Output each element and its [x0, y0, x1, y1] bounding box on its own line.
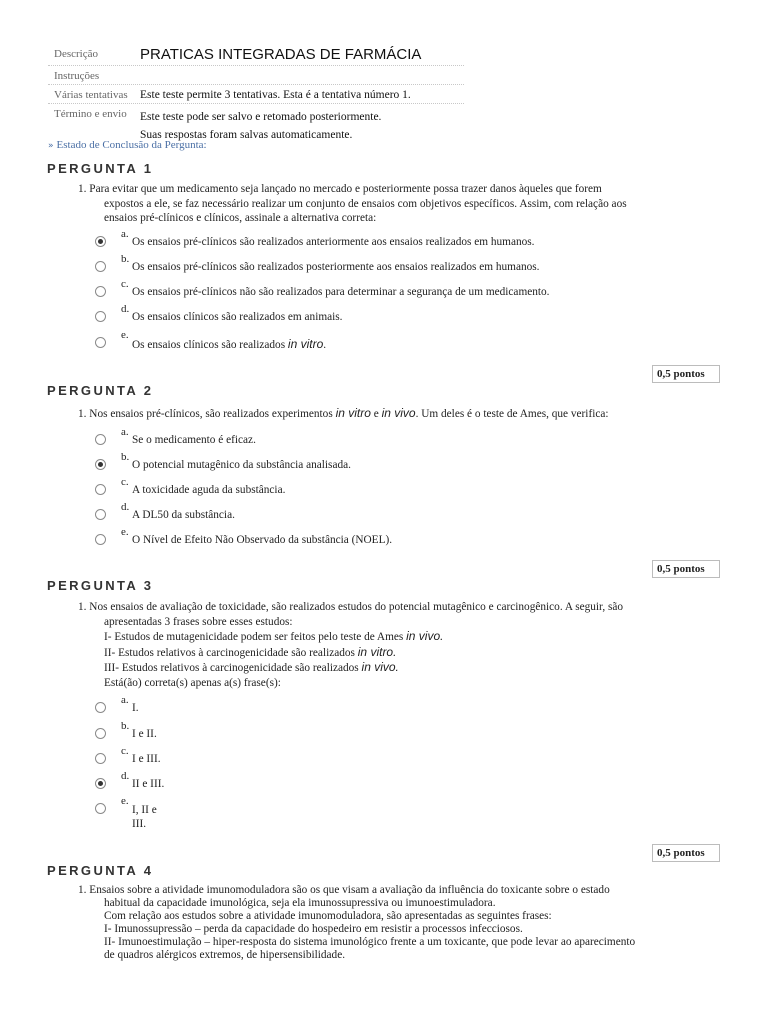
option-text: Os ensaios clínicos são realizados em animais.: [132, 311, 343, 323]
question-4-statement-2: II- Imunoestimulação – hiper-resposta do sistema imunológico frente a um toxicante, que pode levar ao aparecimento: [104, 936, 636, 948]
statement-italic: in vitro.: [357, 644, 397, 659]
option-letter: b.: [121, 451, 130, 463]
instrucoes-label: Instruções: [54, 70, 100, 82]
q2-option-e[interactable]: [95, 526, 715, 550]
option-text-end: .: [323, 339, 327, 351]
option-text: I e II.: [132, 728, 157, 740]
question-2-text-part: e: [370, 408, 382, 420]
test-title: PRATICAS INTEGRADAS DE FARMÁCIA: [140, 46, 422, 63]
q2-option-c[interactable]: [95, 476, 715, 500]
option-letter: a.: [121, 228, 129, 240]
radio-unselected[interactable]: [95, 311, 106, 322]
question-2-text-part: . Um deles é o teste de Ames, que verifica:: [415, 408, 609, 420]
radio-unselected[interactable]: [95, 286, 106, 297]
option-text: Se o medicamento é eficaz.: [132, 434, 256, 446]
test-info-table: [48, 42, 464, 146]
option-text: I e III.: [132, 753, 161, 765]
info-row-instrucoes: [48, 66, 464, 85]
q3-option-a[interactable]: [95, 694, 715, 718]
question-3-line-1: 1. Nos ensaios de avaliação de toxicidade, são realizados estudos do potencial mutagênico e carcinogênico. A seguir, são: [78, 601, 624, 613]
double-chevron-down-icon: »: [48, 141, 54, 151]
option-letter: c.: [121, 745, 129, 757]
q2-option-a[interactable]: [95, 426, 715, 450]
option-text: A DL50 da substância.: [132, 509, 235, 521]
option-letter: d.: [121, 501, 130, 513]
radio-unselected[interactable]: [95, 702, 106, 713]
option-text: O Nível de Efeito Não Observado da substância (NOEL).: [132, 534, 393, 546]
info-row-tentativas: [48, 85, 464, 104]
option-text: Os ensaios pré-clínicos são realizados posteriormente aos ensaios realizados em humanos.: [132, 261, 540, 273]
statement-text: III- Estudos relativos à carcinogenicidade são realizados: [104, 662, 362, 674]
question-2-text-part: 1. Nos ensaios pré-clínicos, são realizados experimentos: [78, 408, 336, 420]
question-4-line-2: habitual da capacidade imunológica, seja ela imunossupressiva ou imunoestimuladora.: [104, 897, 496, 909]
question-1-points: 0,5 pontos: [652, 365, 720, 383]
radio-unselected[interactable]: [95, 261, 106, 272]
option-letter: d.: [121, 770, 130, 782]
statement-italic: in vivo.: [406, 629, 444, 643]
q1-option-b[interactable]: [95, 253, 715, 277]
option-text-line-1: I, II e: [132, 804, 157, 816]
tentativas-value: Este teste permite 3 tentativas. Esta é a tentativa número 1.: [140, 89, 411, 101]
question-2-points: 0,5 pontos: [652, 560, 720, 578]
question-4-statement-2-cont: de quadros alérgicos extremos, de hipersensibilidade.: [104, 949, 346, 961]
question-status-label: Estado de Conclusão da Pergunta:: [56, 139, 207, 151]
info-row-descricao: [48, 42, 464, 66]
option-text: A toxicidade aguda da substância.: [132, 484, 286, 496]
option-letter: c.: [121, 278, 129, 290]
question-2-heading: PERGUNTA 2: [47, 383, 154, 398]
option-letter: b.: [121, 253, 130, 265]
q1-option-c[interactable]: [95, 278, 715, 302]
option-text-italic: in vitro: [287, 337, 324, 351]
question-4-heading: PERGUNTA 4: [47, 863, 154, 878]
q1-option-d[interactable]: [95, 303, 715, 327]
radio-unselected[interactable]: [95, 753, 106, 764]
statement-text: II- Estudos relativos à carcinogenicidade são realizados: [104, 646, 358, 659]
question-3-text: [78, 600, 718, 690]
q3-option-c[interactable]: [95, 745, 715, 769]
question-2-italic: in vitro: [335, 406, 371, 420]
option-letter: e.: [121, 795, 129, 807]
question-2-text: [78, 406, 718, 422]
option-letter: e.: [121, 526, 129, 538]
option-letter: a.: [121, 694, 129, 706]
question-3-statement-2: [78, 645, 718, 661]
question-status-toggle[interactable]: [48, 139, 207, 151]
radio-unselected[interactable]: [95, 434, 106, 445]
question-3-statement-3: [78, 660, 718, 676]
radio-unselected[interactable]: [95, 509, 106, 520]
statement-italic: in vivo.: [361, 660, 399, 674]
termino-text: Este teste pode ser salvo e retomado posteriormente.: [140, 111, 382, 123]
option-letter: c.: [121, 476, 129, 488]
radio-unselected[interactable]: [95, 728, 106, 739]
question-4-statement-1: I- Imunossupressão – perda da capacidade do hospedeiro em resistir a processos infecciosos.: [104, 923, 523, 935]
question-1-text: [78, 182, 718, 226]
radio-unselected[interactable]: [95, 803, 106, 814]
option-text: O potencial mutagênico da substância analisada.: [132, 459, 351, 471]
q2-option-d[interactable]: [95, 501, 715, 525]
question-1-line-2: expostos a ele, se faz necessário realizar um conjunto de ensaios com objetivos específicos. Assim, com relação aos: [104, 197, 627, 210]
radio-unselected[interactable]: [95, 534, 106, 545]
radio-selected[interactable]: [95, 459, 106, 470]
q2-option-b[interactable]: [95, 451, 715, 475]
option-text: Os ensaios pré-clínicos são realizados anteriormente aos ensaios realizados em humanos.: [132, 236, 535, 248]
question-3-heading: PERGUNTA 3: [47, 578, 154, 593]
statement-text: I- Estudos de mutagenicidade podem ser feitos pelo teste de Ames: [104, 631, 407, 643]
q3-option-b[interactable]: [95, 720, 715, 744]
option-text: [132, 803, 157, 831]
descricao-label: Descrição: [54, 48, 98, 60]
question-1-line-1: 1. Para evitar que um medicamento seja lançado no mercado e posteriormente possa trazer danos àqueles que forem: [78, 183, 602, 195]
tentativas-label: Várias tentativas: [54, 89, 128, 101]
question-3-line-2: apresentadas 3 frases sobre esses estudos:: [104, 615, 293, 628]
option-text: [132, 337, 326, 351]
option-letter: b.: [121, 720, 130, 732]
question-1-line-3: ensaios pré-clínicos e clínicos, assinale a alternativa correta:: [104, 212, 377, 224]
radio-selected[interactable]: [95, 236, 106, 247]
question-4-line-3: Com relação aos estudos sobre a atividade imunomoduladora, são apresentadas as seguintes frases:: [104, 910, 552, 922]
option-letter: a.: [121, 426, 129, 438]
option-letter: d.: [121, 303, 130, 315]
radio-unselected[interactable]: [95, 337, 106, 348]
q3-option-d[interactable]: [95, 770, 715, 794]
question-3-prompt: Está(ão) correta(s) apenas a(s) frase(s):: [104, 676, 281, 689]
question-1-heading: PERGUNTA 1: [47, 161, 154, 176]
option-letter: e.: [121, 329, 129, 341]
option-text-line-2: III.: [132, 818, 147, 830]
question-4-text: [78, 884, 718, 962]
option-text-main: Os ensaios clínicos são realizados: [132, 339, 288, 351]
termino-label: Término e envio: [54, 108, 127, 120]
q1-option-a[interactable]: [95, 228, 715, 252]
radio-selected[interactable]: [95, 778, 106, 789]
q3-option-e[interactable]: [95, 795, 715, 831]
option-text: I.: [132, 702, 139, 714]
question-4-line-1: 1. Ensaios sobre a atividade imunomoduladora são os que visam a avaliação da influência do toxicante sobre o estado: [78, 884, 610, 896]
option-text: Os ensaios pré-clínicos não são realizados para determinar a segurança de um medicamento.: [132, 286, 550, 298]
radio-unselected[interactable]: [95, 484, 106, 495]
question-3-points: 0,5 pontos: [652, 844, 720, 862]
option-text: II e III.: [132, 778, 165, 790]
question-2-italic: in vivo: [381, 406, 416, 420]
q1-option-e[interactable]: [95, 329, 715, 353]
question-3-statement-1: [78, 629, 718, 645]
salvo-text: Suas respostas foram salvas automaticamente.: [140, 129, 353, 141]
instrucoes-value: [140, 66, 464, 84]
